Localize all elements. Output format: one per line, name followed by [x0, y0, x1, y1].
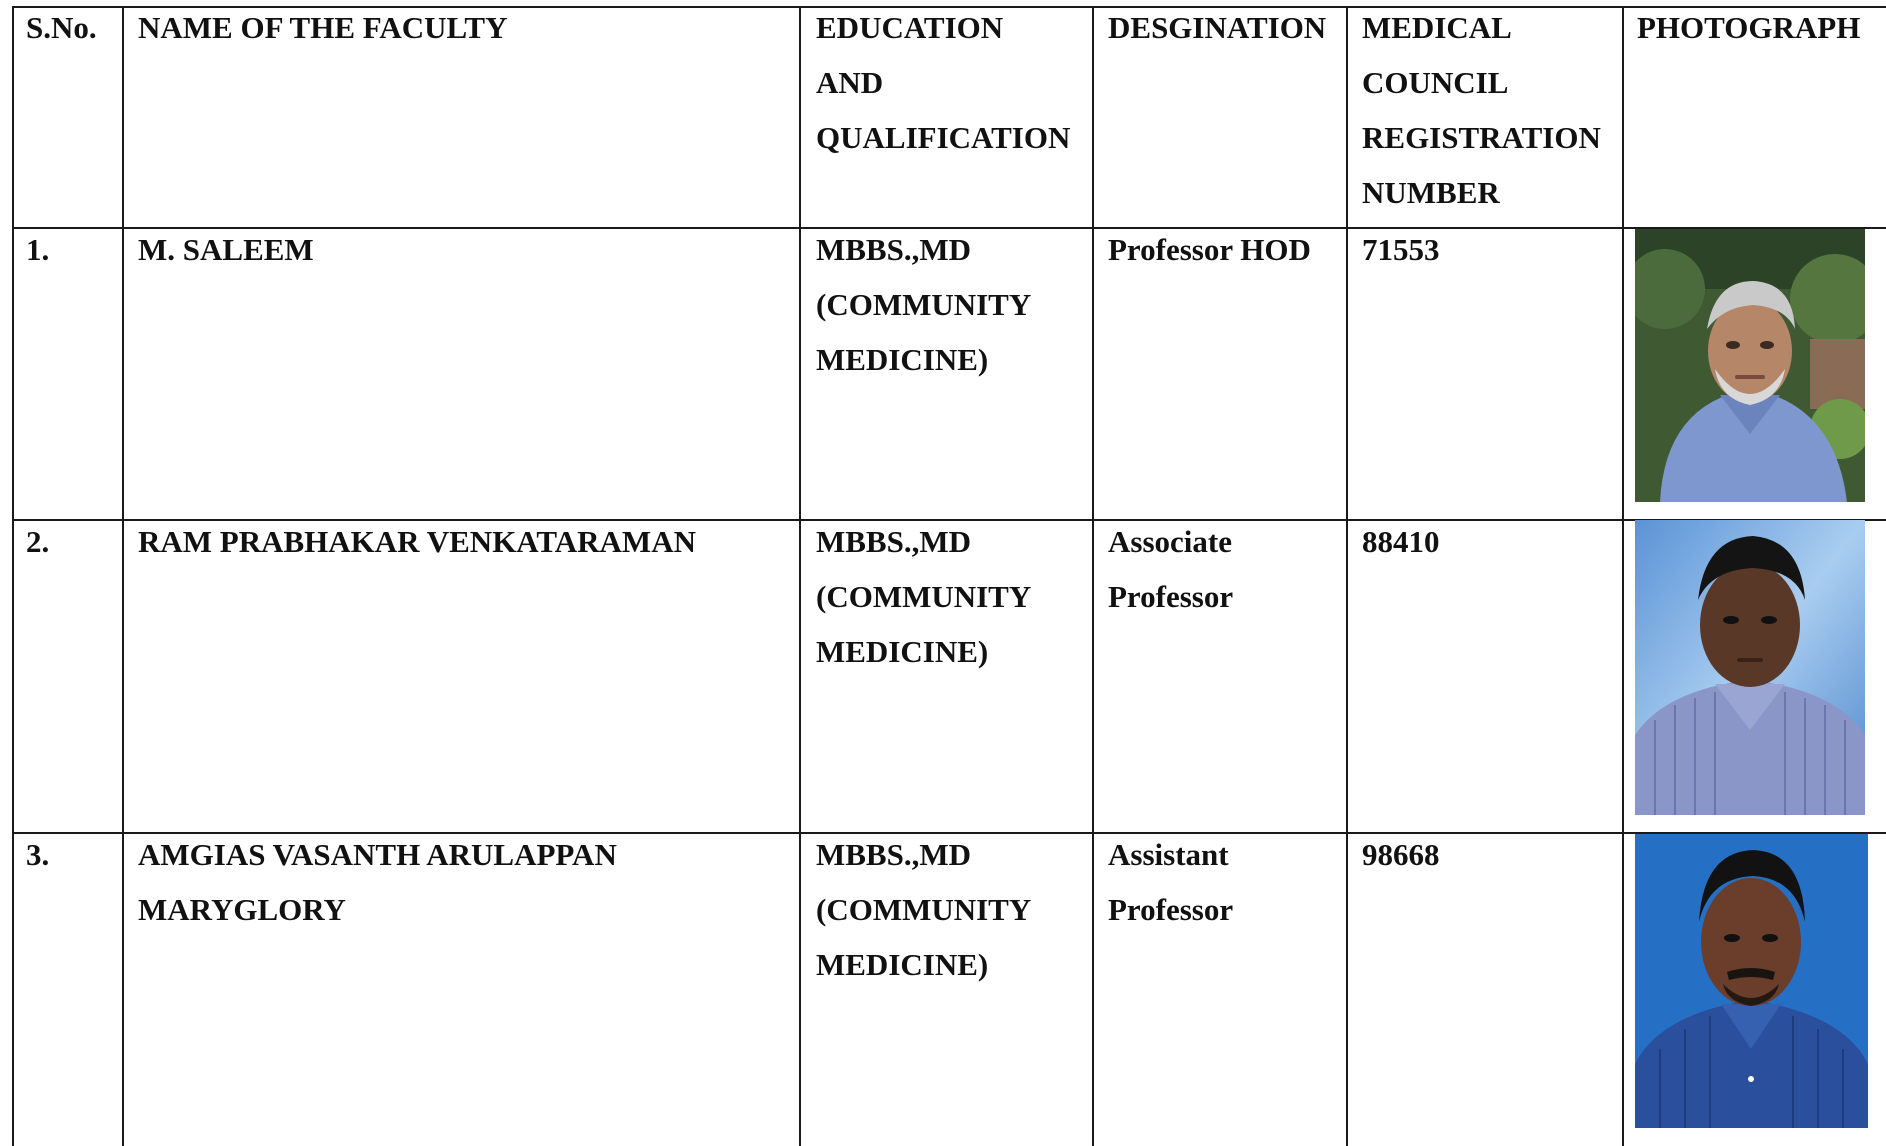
header-name: NAME OF THE FACULTY — [138, 10, 508, 45]
row-3-sno: 3. — [26, 837, 50, 872]
row-2-education: MBBS.,MD (COMMUNITY MEDICINE) — [816, 524, 1032, 669]
header-sno: S.No. — [26, 10, 97, 45]
row-3-registration: 98668 — [1362, 837, 1440, 872]
row-2-registration: 88410 — [1362, 524, 1440, 559]
row-1-name: M. SALEEM — [138, 232, 314, 267]
header-education: EDUCATION AND QUALIFICATION — [816, 10, 1071, 155]
header-photo: PHOTOGRAPH — [1637, 10, 1861, 45]
row-1-sno: 1. — [26, 232, 50, 267]
faculty-photo-1 — [1635, 229, 1865, 502]
row-3-designation: Assistant Professor — [1108, 837, 1234, 927]
row-2-sno: 2. — [26, 524, 50, 559]
row-1-designation: Professor HOD — [1108, 232, 1311, 267]
header-registration: MEDICAL COUNCIL REGISTRATION NUMBER — [1362, 10, 1601, 210]
row-1-education: MBBS.,MD (COMMUNITY MEDICINE) — [816, 232, 1032, 377]
row-1-registration: 71553 — [1362, 232, 1440, 267]
faculty-photo-2 — [1635, 520, 1865, 815]
row-2-name: RAM PRABHAKAR VENKATARAMAN — [138, 524, 696, 559]
table-border-left — [12, 6, 14, 1146]
portrait-light-blue-background-icon — [1635, 520, 1865, 815]
row-2-designation: Associate Professor — [1108, 524, 1234, 614]
row-3-education: MBBS.,MD (COMMUNITY MEDICINE) — [816, 837, 1032, 982]
row-3-name: AMGIAS VASANTH ARULAPPAN MARYGLORY — [138, 837, 617, 927]
portrait-blue-background-icon — [1635, 834, 1868, 1128]
faculty-photo-3 — [1635, 834, 1868, 1128]
header-designation: DESGINATION — [1108, 10, 1327, 45]
portrait-outdoor-icon — [1635, 229, 1865, 502]
column-divider-registration — [1622, 6, 1624, 1146]
column-divider-education — [1092, 6, 1094, 1146]
column-divider-designation — [1346, 6, 1348, 1146]
column-divider-name — [799, 6, 801, 1146]
column-divider-sno — [122, 6, 124, 1146]
